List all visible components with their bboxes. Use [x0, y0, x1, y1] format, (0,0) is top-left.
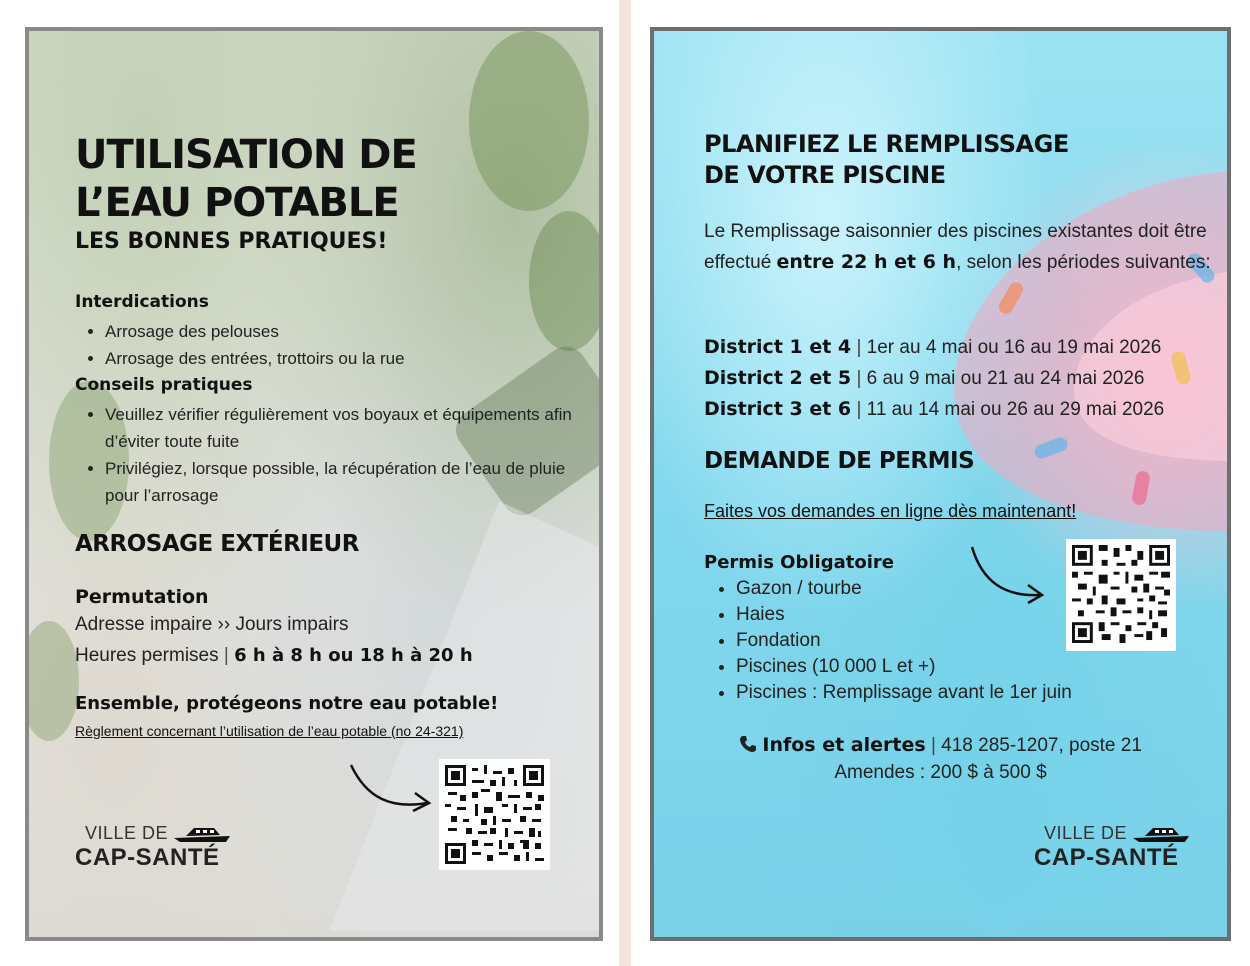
pool-title-line1: PLANIFIEZ LE REMPLISSAGE: [704, 130, 1069, 158]
infos-phone: 418 285-1207, poste 21: [941, 735, 1142, 756]
boat-logo-icon: [1131, 822, 1193, 844]
interdictions-list: [75, 318, 595, 372]
list-item: • Piscines (10 000 L et +): [736, 654, 1176, 680]
flyer-subtitle: LES BONNES PRATIQUES!: [75, 229, 388, 254]
arrosage-heading: ARROSAGE EXTÉRIEUR: [75, 531, 359, 557]
permutation-line: Adresse impaire ›› Jours impairs: [75, 614, 349, 635]
flyer-title-line1: UTILISATION DE: [75, 132, 417, 178]
flyer-title-line2: L’EAU POTABLE: [75, 180, 399, 226]
district-name: District 3 et 6: [704, 398, 852, 420]
district-schedule: [704, 332, 1224, 425]
logo-small-text: VILLE DE: [1044, 823, 1128, 843]
heures-label: Heures permises: [75, 645, 219, 666]
slogan: Ensemble, protégeons notre eau potable!: [75, 693, 499, 714]
district-row: District 1 et 4 | 1er au 4 mai ou 16 au 19 mai 2026: [704, 336, 1162, 358]
district-name: District 1 et 4: [704, 336, 852, 358]
district-name: District 2 et 5: [704, 367, 852, 389]
heures-value: 6 h à 8 h ou 18 h à 20 h: [234, 645, 473, 666]
qr-code-icon: [1072, 545, 1170, 643]
list-item: • Arrosage des entrées, trottoirs ou la rue: [105, 345, 595, 372]
pool-title-line2: DE VOTRE PISCINE: [704, 161, 946, 189]
conseils-heading: Conseils pratiques: [75, 375, 253, 395]
arrow-icon: [968, 543, 1048, 605]
phone-icon: [739, 735, 757, 753]
permis-heading: DEMANDE DE PERMIS: [704, 448, 975, 474]
list-item: • Gazon / tourbe: [736, 576, 1176, 602]
amendes-line: Amendes : 200 $ à 500 $: [834, 762, 1047, 783]
district-row: District 3 et 6 | 11 au 14 mai ou 26 au 29 mai 2026: [704, 398, 1165, 420]
arrow-icon: [347, 759, 437, 819]
intro-text-1: Le Remplissage saisonnier des piscines existantes doit être effectué: [704, 221, 1207, 273]
logo-small-text: VILLE DE: [85, 823, 169, 843]
infos-block: [654, 732, 1227, 786]
heures-line: Heures permises | 6 h à 8 h ou 18 h à 20 h: [75, 645, 473, 666]
infos-line: Infos et alertes | 418 285-1207, poste 21: [654, 732, 1227, 759]
pool-intro: [704, 217, 1214, 278]
page-divider: [619, 0, 631, 966]
qr-code-reglement[interactable]: [439, 759, 550, 870]
infos-label: Infos et alertes: [762, 734, 926, 756]
permis-online-link[interactable]: Faites vos demandes en ligne dès maintenant!: [704, 501, 1077, 521]
reglement-link[interactable]: Règlement concernant l’utilisation de l’eau potable (no 24-321): [75, 723, 464, 739]
list-item: • Privilégiez, lorsque possible, la récupération de l’eau de pluie pour l’arrosage: [105, 455, 575, 509]
district-dates: 1er au 4 mai ou 16 au 19 mai 2026: [866, 337, 1162, 358]
ville-logo: [1034, 822, 1193, 872]
permutation-heading: Permutation: [75, 586, 209, 608]
list-item: • Veuillez vérifier régulièrement vos boyaux et équipements afin d’éviter toute fuite: [105, 401, 575, 455]
intro-text-2: , selon les périodes suivantes:: [956, 252, 1211, 273]
list-item: • Arrosage des pelouses: [105, 318, 595, 345]
pool-filling-flyer: [650, 27, 1231, 941]
boat-logo-icon: [172, 822, 234, 844]
intro-bold: entre 22 h et 6 h: [776, 251, 957, 273]
district-row: District 2 et 5 | 6 au 9 mai ou 21 au 24 mai 2026: [704, 367, 1145, 389]
list-item: • Piscines : Remplissage avant le 1er juin: [736, 680, 1176, 706]
logo-big-text: CAP-SANTÉ: [75, 844, 220, 871]
qr-code-icon: [445, 765, 544, 864]
interdictions-heading: Interdications: [75, 292, 209, 312]
ville-logo: [75, 822, 234, 872]
list-item: • Haies: [736, 602, 1176, 628]
district-dates: 6 au 9 mai ou 21 au 24 mai 2026: [866, 368, 1145, 389]
qr-code-permis[interactable]: [1066, 539, 1176, 651]
water-usage-flyer: [25, 27, 603, 941]
obligatoire-heading: Permis Obligatoire: [704, 552, 894, 573]
logo-big-text: CAP-SANTÉ: [1034, 844, 1179, 871]
conseils-list: [75, 401, 575, 509]
list-item: • Fondation: [736, 628, 1176, 654]
district-dates: 11 au 14 mai ou 26 au 29 mai 2026: [866, 399, 1165, 420]
